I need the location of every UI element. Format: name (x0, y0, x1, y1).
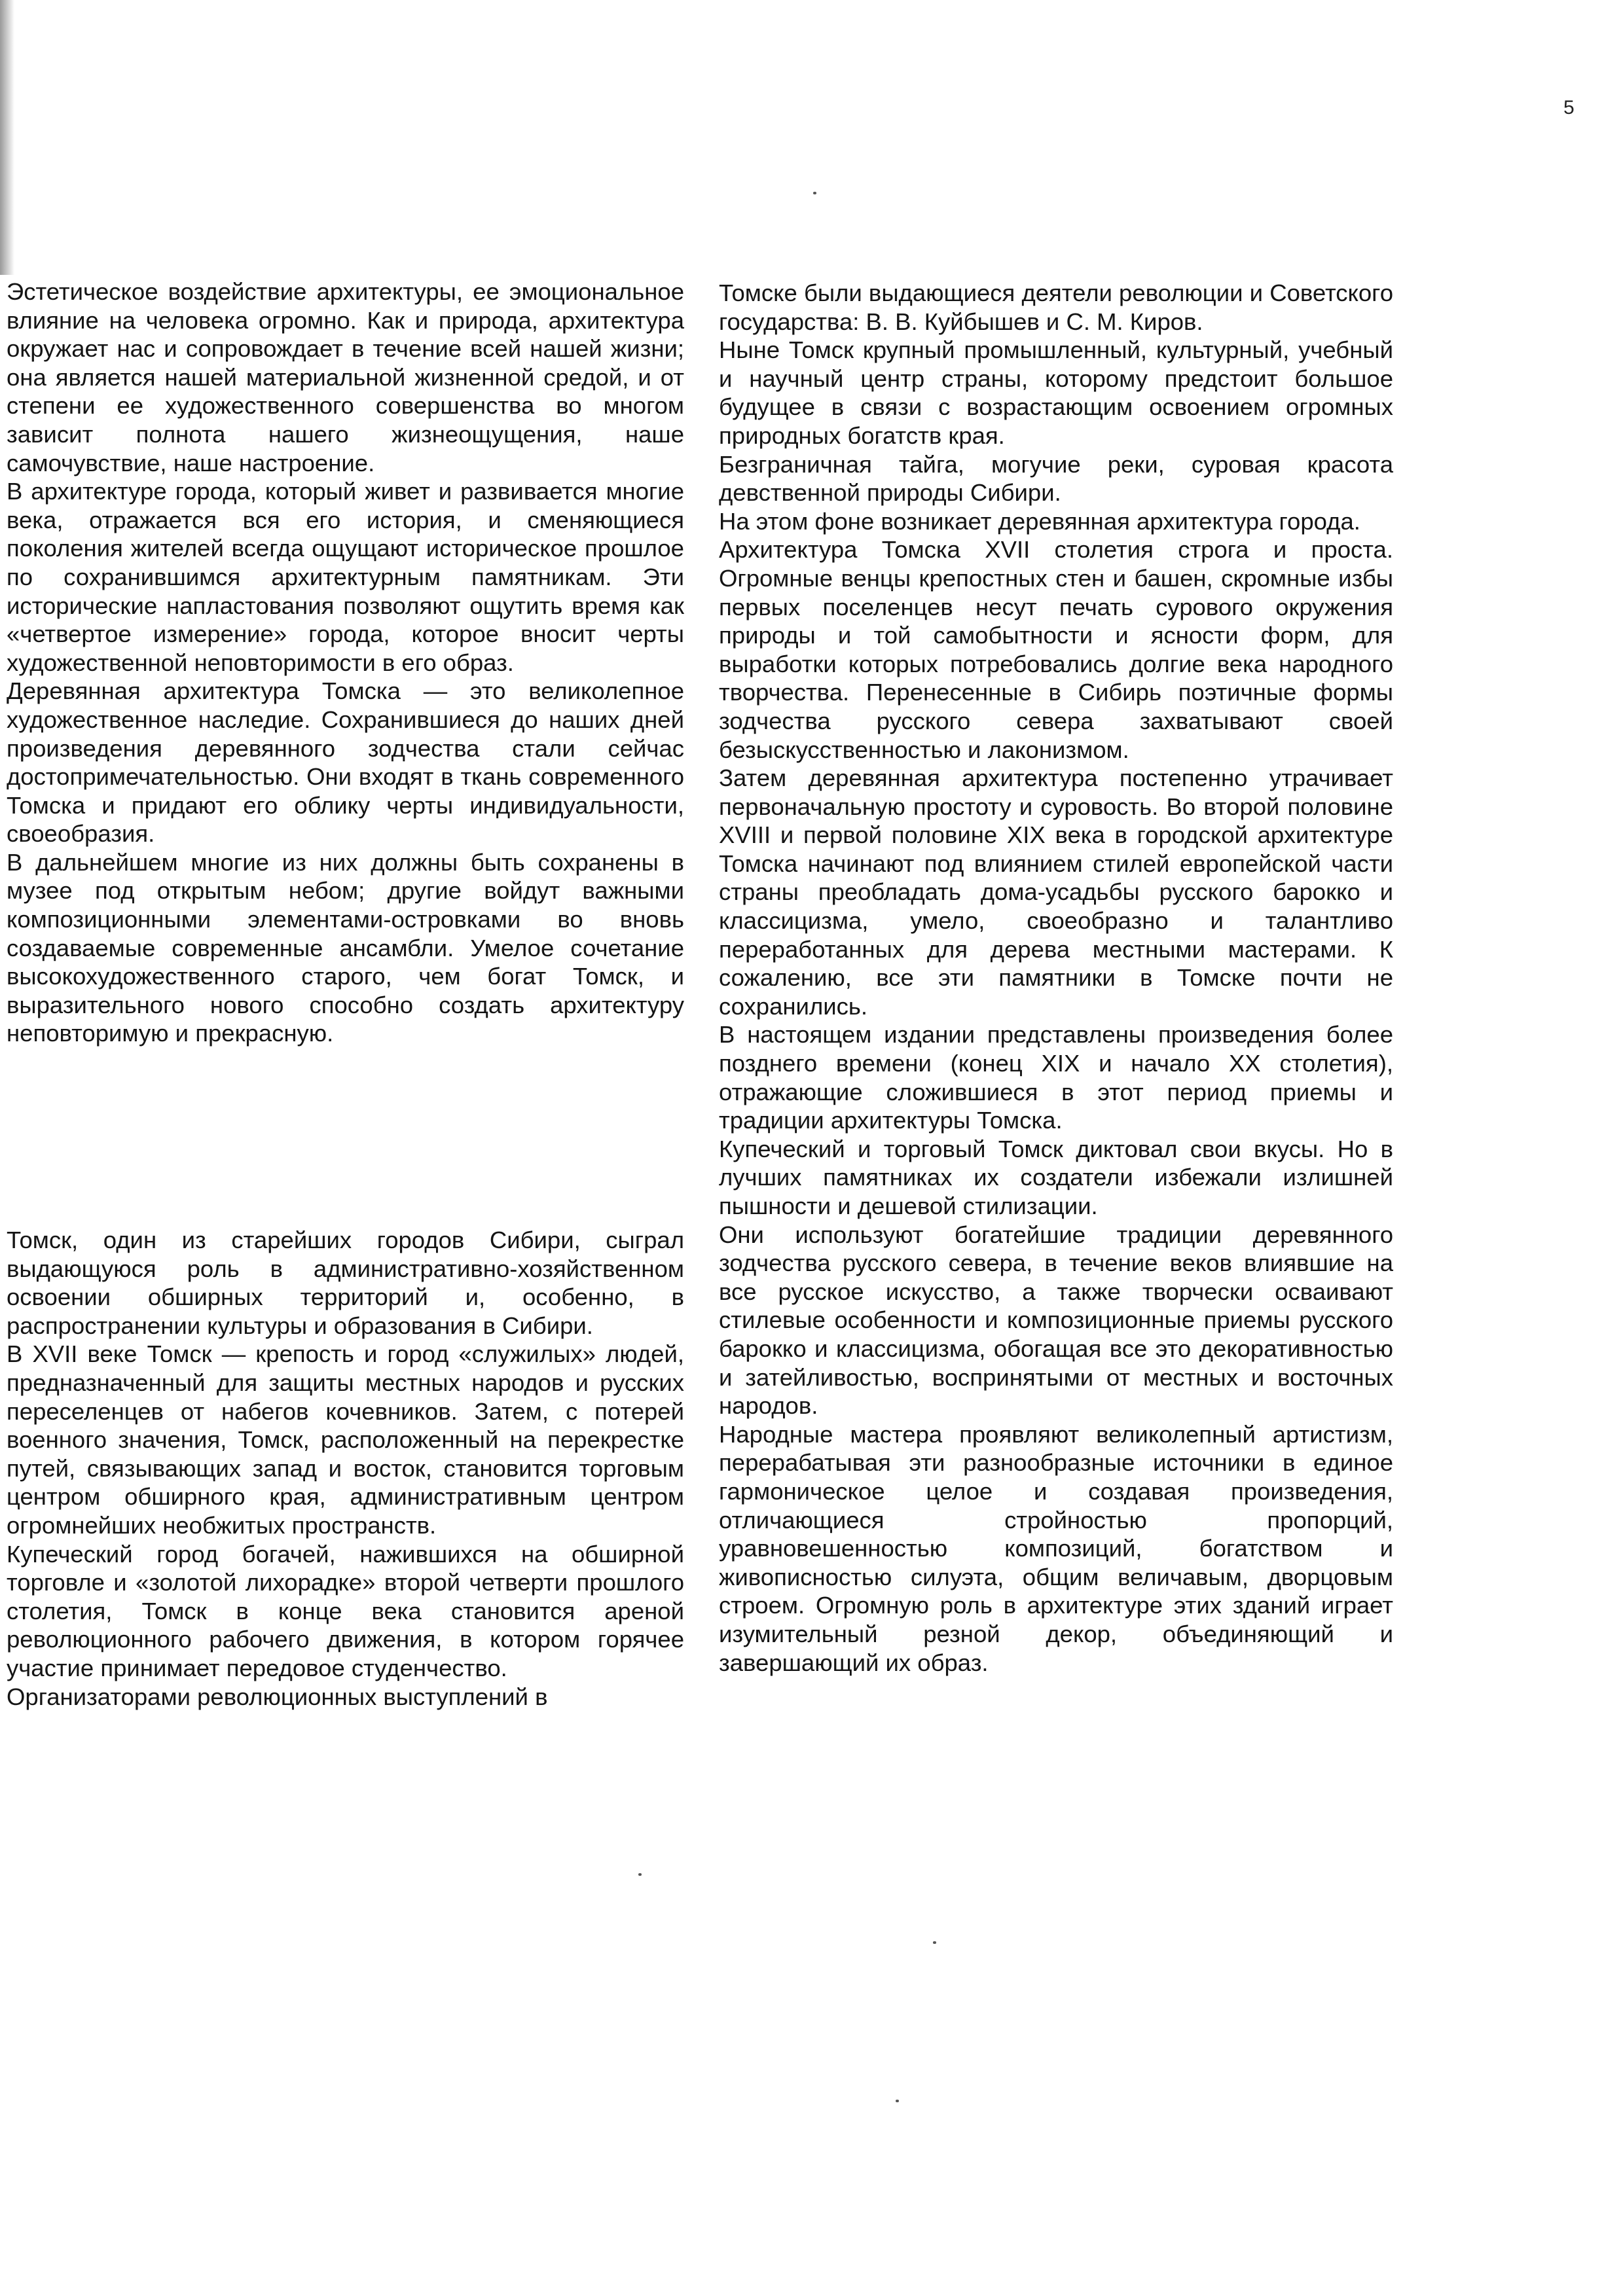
paragraph: Эстетическое воздействие архитектуры, ее эмоциональное влияние на человека огромно. Как и природа, архитектура окружает нас и сопровождает в течение всей нашей жизни; она является нашей материальной жизненной средой, и от степени ее художественного совершенства во многом зависит полнота нашего жизнеощущения, наше самочувствие, наше настроение. (7, 278, 684, 476)
scan-speck (896, 2100, 899, 2102)
paragraph: Томске были выдающиеся деятели революции и Советского государства: В. В. Куйбышев и С. М. Киров. (719, 279, 1393, 335)
paragraph: Томск, один из старейших городов Сибири, сыграл выдающуюся роль в административно-хозяйственном освоении обширных территорий и, особенно, в распространении культуры и образования в Сибири. (7, 1227, 684, 1339)
paragraph: Деревянная архитектура Томска — это великолепное художественное наследие. Сохранившиеся до наших дней произведения деревянного зодчества стали сейчас достопримечательностью. Они входят в ткань современного Томска и придают его облику черты индивидуальности, своеобразия. (7, 677, 684, 848)
paragraph: На этом фоне возникает деревянная архитектура города. (719, 507, 1360, 535)
right-column (719, 279, 1393, 1677)
scan-edge-shadow (0, 0, 14, 275)
paragraph: Затем деревянная архитектура постепенно утрачивает первоначальную простоту и суровость. Во второй половине XVIII и первой половине XIX века в городской архитектуре Томска начинают под влиянием стилей европейской части страны преобладать дома-усадьбы русского барокко и классицизма, умело, своеобразно и талантливо переработанных для дерева местными мастерами. К сожалению, все эти памятники в Томске почти не сохранились. (719, 764, 1393, 1020)
scan-speck (933, 1941, 936, 1944)
paragraph: В XVII веке Томск — крепость и город «служилых» людей, предназначенный для защиты местных народов и русских переселенцев от набегов кочевников. Затем, с потерей военного значения, Томск, расположенный на перекрестке путей, связывающих запад и восток, становится торговым центром обширного края, административным центром огромнейших необжитых пространств. (7, 1340, 684, 1539)
paragraph: В архитектуре города, который живет и развивается многие века, отражается вся его история, и сменяющиеся поколения жителей всегда ощущают историческое прошлое по сохранившимся архитектурным памятникам. Эти исторические напластования позволяют ощутить время как «четвертое измерение» города, которое вносит черты художественной неповторимости в его образ. (7, 478, 684, 676)
paragraph: Купеческий и торговый Томск диктовал свои вкусы. Но в лучших памятниках их создатели избежали излишней пышности и дешевой стилизации. (719, 1135, 1393, 1219)
paragraph: Безграничная тайга, могучие реки, суровая красота девственной природы Сибири. (719, 450, 1393, 507)
paragraph: Организаторами революционных выступлений в (7, 1683, 548, 1710)
paragraph: Народные мастера проявляют великолепный артистизм, перерабатывая эти разнообразные источники в единое гармоническое целое и создавая произведения, отличающиеся стройностью пропорций, уравновешенностью композиций, богатством и живописностью силуэта, общим величавым, дворцовым строем. Огромную роль в архитектуре этих зданий играет изумительный резной декор, объединяющий и завершающий их образ. (719, 1420, 1393, 1676)
scan-speck (813, 192, 816, 194)
scan-speck (638, 1873, 642, 1876)
page-number: 5 (1563, 97, 1575, 118)
paragraph: Они используют богатейшие традиции деревянного зодчества русского севера, в течение веков влиявшие на все русское искусство, а также творчески осваивают стилевые особенности и композиционные приемы русского барокко и классицизма, обогащая все это декоративностью и затейливостью, воспринятыми от местных и восточных народов. (719, 1221, 1393, 1420)
left-column-history (7, 1226, 684, 1711)
paragraph: Архитектура Томска XVII столетия строга и проста. Огромные венцы крепостных стен и башен, скромные избы первых поселенцев несут печать сурового окружения природы и той самобытности и ясности форм, для выработки которых потребовались долгие века народного творчества. Перенесенные в Сибирь поэтичные формы зодчества русского севера захватывают своей безыскусственностью и лаконизмом. (719, 536, 1393, 763)
paragraph: В дальнейшем многие из них должны быть сохранены в музее под открытым небом; другие войдут важными композиционными элементами-островками во вновь создаваемые современные ансамбли. Умелое сочетание высокохудожественного старого, чем богат Томск, и выразительного нового способно создать архитектуру неповторимую и прекрасную. (7, 848, 684, 1047)
left-column-intro (7, 278, 684, 1048)
paragraph: В настоящем издании представлены произведения более позднего времени (конец XIX и начало XX столетия), отражающие сложившиеся в этот период приемы и традиции архитектуры Томска. (719, 1021, 1393, 1134)
paragraph: Купеческий город богачей, нажившихся на обширной торговле и «золотой лихорадке» второй четверти прошлого столетия, Томск в конце века становится ареной революционного рабочего движения, в котором горячее участие принимает передовое студенчество. (7, 1540, 684, 1681)
paragraph: Ныне Томск крупный промышленный, культурный, учебный и научный центр страны, которому предстоит большое будущее в связи с возрастающим освоением огромных природных богатств края. (719, 336, 1393, 449)
